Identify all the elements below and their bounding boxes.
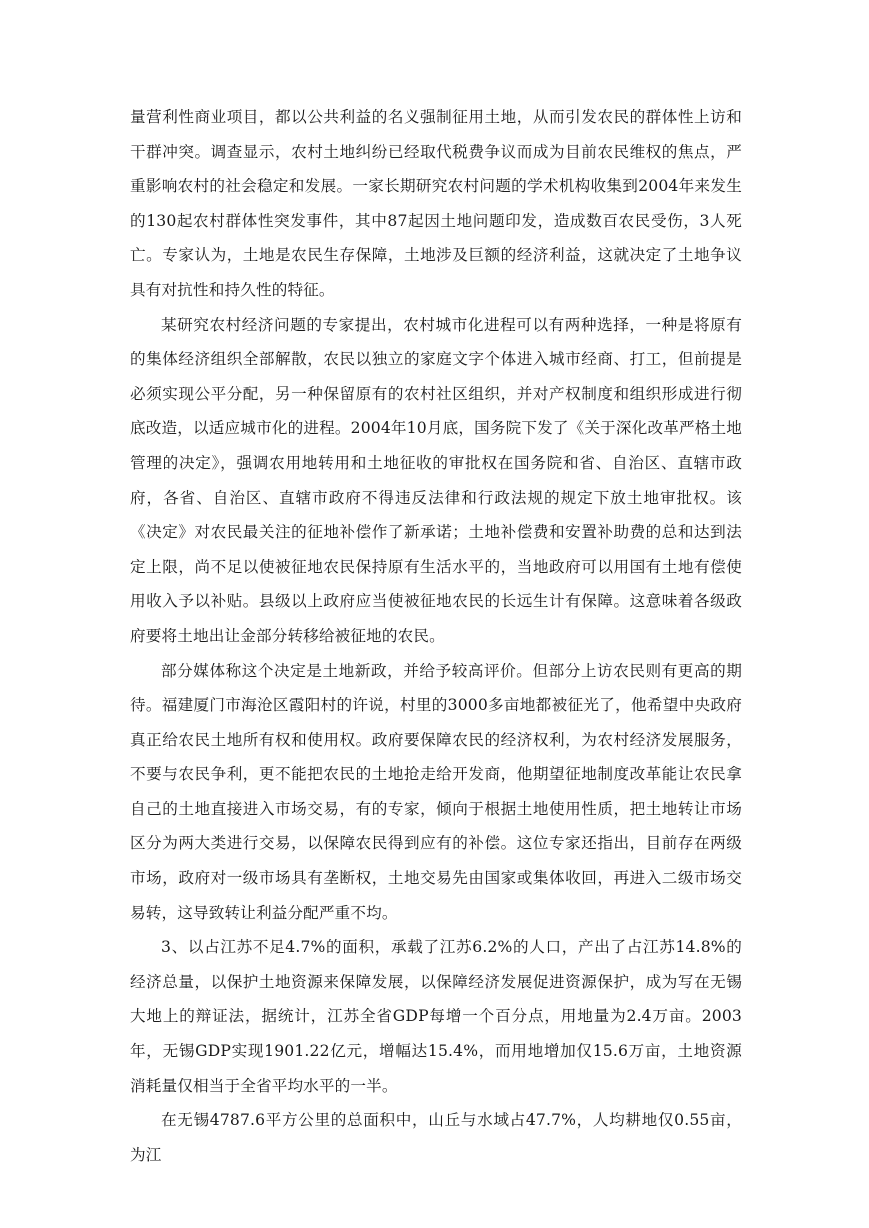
document-body [130,100,742,1172]
paragraph-4: 3、以占江苏不足4.7%的面积，承载了江苏6.2%的人口，产出了占江苏14.8%的经济总量，以保护土地资源来保障发展，以保障经济发展促进资源保护，成为写在无锡大地上的辩证法，据统计，江苏全省GDP每增一个百分点，用地量为2.4万亩。2003年，无锡GDP实现1901.22亿元，增幅达15.4%，而用地增加仅15.6万亩，土地资源消耗量仅相当于全省平均水平的一半。 [130,938,742,1095]
paragraph-5: 在无锡4787.6平方公里的总面积中，山丘与水域占47.7%，人均耕地仅0.55亩，为江 [130,1111,742,1164]
paragraph-2: 某研究农村经济问题的专家提出，农村城市化进程可以有两种选择，一种是将原有的集体经济组织全部解散，农民以独立的家庭文字个体进入城市经商、打工，但前提是必须实现公平分配，另一种保留原有的农村社区组织，并对产权制度和组织形成进行彻底改造，以适应城市化的进程。2004年10月底，国务院下发了《关于深化改革严格土地管理的决定》，强调农用地转用和土地征收的审批权在国务院和省、自治区、直辖市政府，各省、自治区、直辖市政府不得违反法律和行政法规的规定下放土地审批权。该《决定》对农民最关注的征地补偿作了新承诺；土地补偿费和安置补助费的总和达到法定上限，尚不足以使被征地农民保持原有生活水平的，当地政府可以用国有土地有偿使用收入予以补贴。县级以上政府应当使被征地农民的长远生计有保障。这意味着各级政府要将土地出让金部分转移给被征地的农民。 [130,315,742,645]
paragraph-3: 部分媒体称这个决定是土地新政，并给予较高评价。但部分上访农民则有更高的期待。福建厦门市海沧区霞阳村的许说，村里的3000多亩地都被征光了，他希望中央政府真正给农民土地所有权和使用权。政府要保障农民的经济权利，为农村经济发展服务，不要与农民争利，更不能把农民的土地抢走给开发商，他期望征地制度改革能让农民拿自己的土地直接进入市场交易，有的专家，倾向于根据土地使用性质，把土地转让市场区分为两大类进行交易，以保障农民得到应有的补偿。这位专家还指出，目前存在两级市场，政府对一级市场具有垄断权，土地交易先由国家或集体收回，再进入二级市场交易转，这导致转让利益分配严重不均。 [130,661,742,922]
paragraph-1: 量营利性商业项目，都以公共利益的名义强制征用土地，从而引发农民的群体性上访和干群冲突。调查显示，农村土地纠纷已经取代税费争议而成为目前农民维权的焦点，严重影响农村的社会稳定和发展。一家长期研究农村问题的学术机构收集到2004年来发生的130起农村群体性突发事件，其中87起因土地问题印发，造成数百农民受伤，3人死亡。专家认为，土地是农民生存保障，土地涉及巨额的经济利益，这就决定了土地争议具有对抗性和持久性的特征。 [130,108,742,299]
